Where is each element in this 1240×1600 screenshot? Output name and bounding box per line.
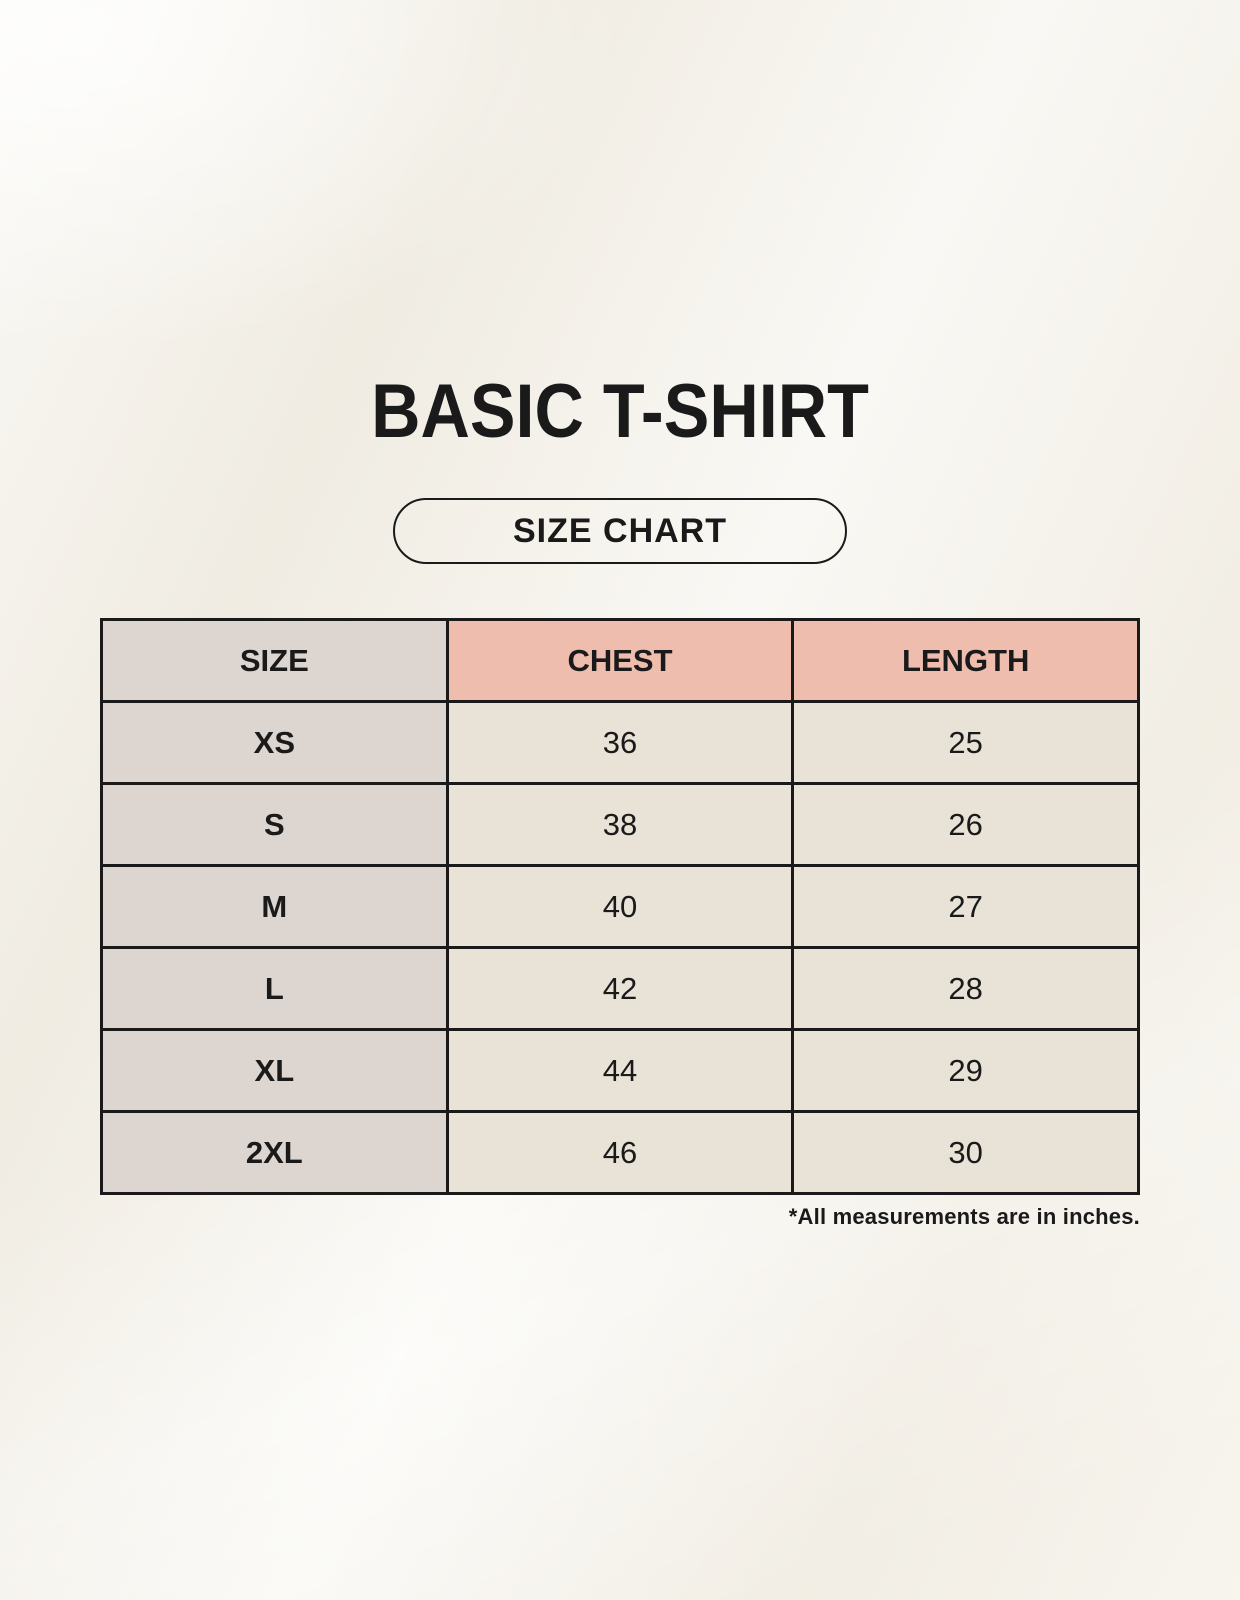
chest-value-cell: 38 <box>447 784 793 866</box>
chest-value-cell: 42 <box>447 948 793 1030</box>
table-row <box>102 948 1139 1030</box>
size-label-cell: 2XL <box>102 1112 448 1194</box>
length-value-cell: 26 <box>793 784 1139 866</box>
length-value-cell: 30 <box>793 1112 1139 1194</box>
table-row <box>102 1030 1139 1112</box>
length-value-cell: 29 <box>793 1030 1139 1112</box>
column-header-length: LENGTH <box>793 620 1139 702</box>
size-chart-badge-label: SIZE CHART <box>513 511 727 550</box>
table-row <box>102 866 1139 948</box>
size-label-cell: L <box>102 948 448 1030</box>
page-title: BASIC T-SHIRT <box>371 369 869 454</box>
length-value-cell: 28 <box>793 948 1139 1030</box>
chest-value-cell: 36 <box>447 702 793 784</box>
size-table <box>100 618 1140 1195</box>
table-row <box>102 1112 1139 1194</box>
size-label-cell: XS <box>102 702 448 784</box>
column-header-size: SIZE <box>102 620 448 702</box>
length-value-cell: 25 <box>793 702 1139 784</box>
table-row <box>102 784 1139 866</box>
chest-value-cell: 40 <box>447 866 793 948</box>
table-row <box>102 702 1139 784</box>
measurements-footnote: *All measurements are in inches. <box>788 1204 1140 1229</box>
size-label-cell: M <box>102 866 448 948</box>
table-header-row <box>102 620 1139 702</box>
size-label-cell: XL <box>102 1030 448 1112</box>
chest-value-cell: 46 <box>447 1112 793 1194</box>
chest-value-cell: 44 <box>447 1030 793 1112</box>
size-chart-badge <box>393 498 847 564</box>
size-label-cell: S <box>102 784 448 866</box>
column-header-chest: CHEST <box>447 620 793 702</box>
length-value-cell: 27 <box>793 866 1139 948</box>
